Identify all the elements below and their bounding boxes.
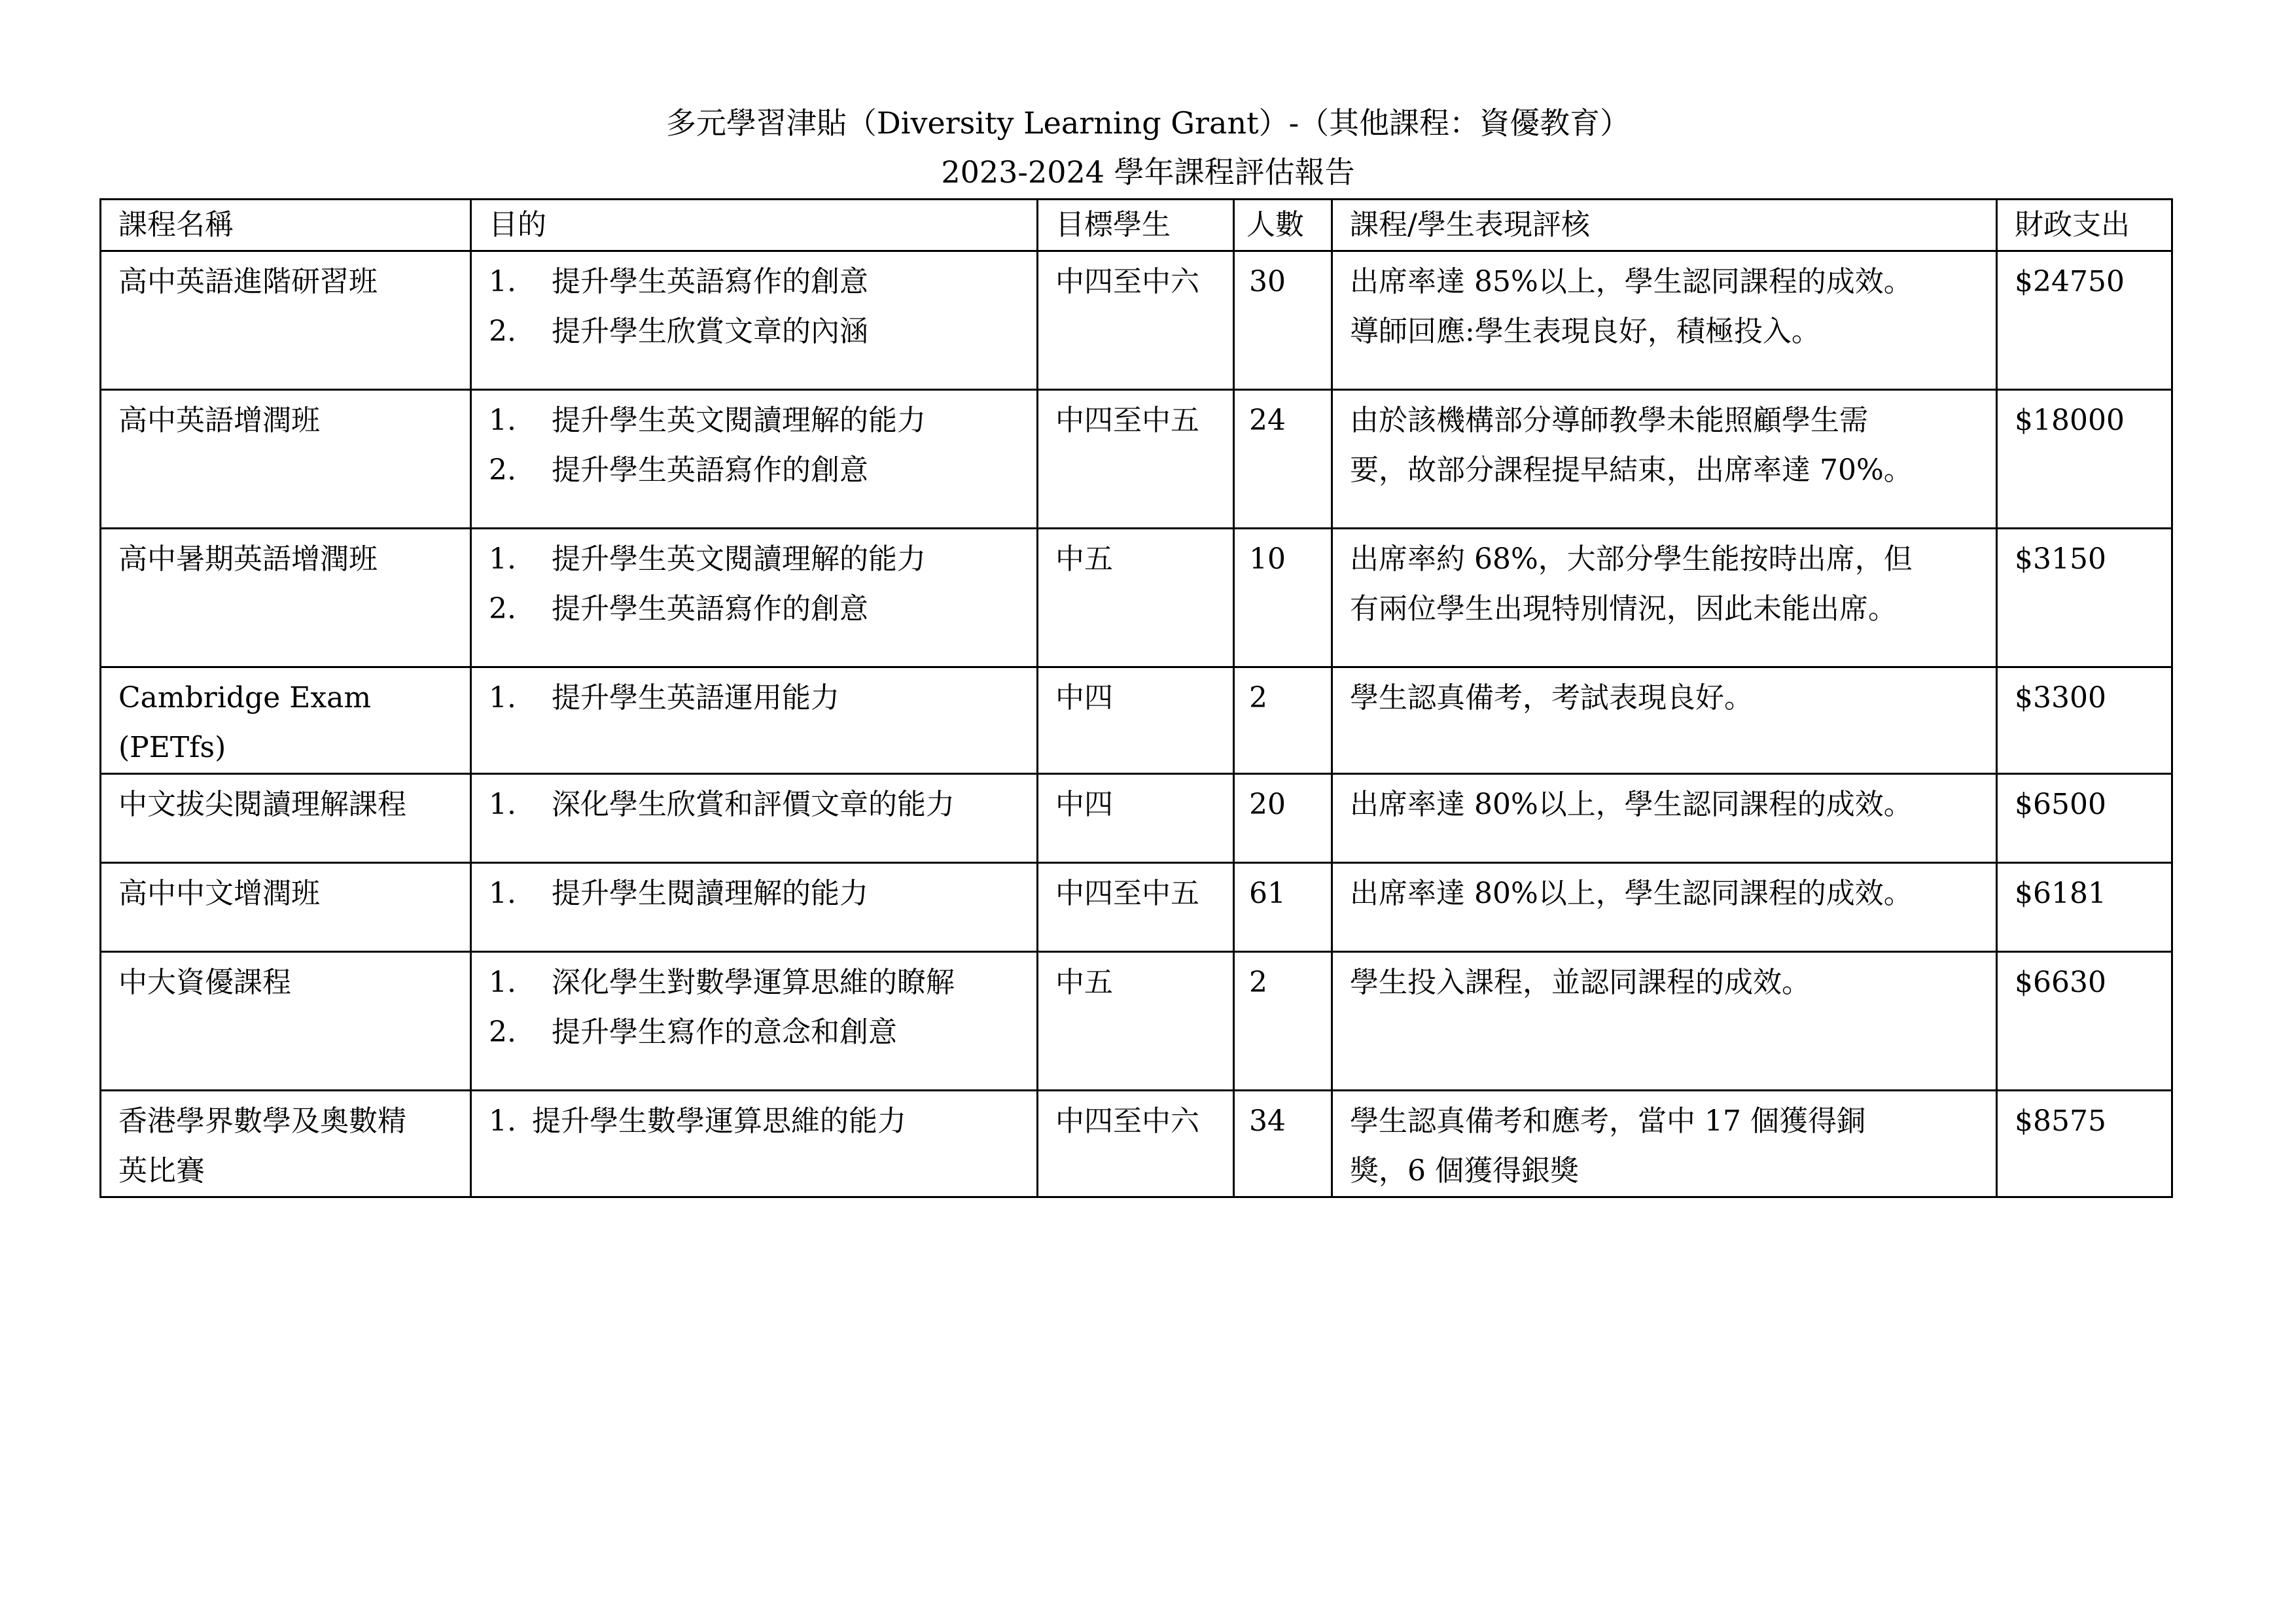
table-row: [101, 863, 2172, 952]
target-students: 中四至中五: [1038, 390, 1234, 529]
student-count: 61: [1234, 863, 1332, 952]
course-objectives: [471, 529, 1038, 667]
course-objectives: [471, 251, 1038, 390]
table-header-row: [101, 200, 2172, 251]
target-students: 中四至中六: [1038, 251, 1234, 390]
course-name: 高中中文增潤班: [101, 863, 471, 952]
course-name: 高中英語進階研習班: [101, 251, 471, 390]
target-students: 中四: [1038, 774, 1234, 863]
objective-item: 1. 提升學生英語運用能力: [489, 681, 839, 714]
course-objectives: [471, 952, 1038, 1091]
course-objectives: [471, 774, 1038, 863]
table-row: [101, 251, 2172, 390]
assessment: 出席率達 80%以上，學生認同課程的成效。: [1332, 774, 1997, 863]
target-students: 中四: [1038, 667, 1234, 774]
table-row: [101, 529, 2172, 667]
objective-item: 1. 深化學生欣賞和評價文章的能力: [489, 788, 955, 821]
course-name: 香港學界數學及奧數精 英比賽: [101, 1091, 471, 1197]
assessment: 學生認真備考，考試表現良好。: [1332, 667, 1997, 774]
objective-item: 1. 提升學生英語寫作的創意: [489, 265, 868, 298]
course-name: 中大資優課程: [101, 952, 471, 1091]
header-course: 課程名稱: [101, 200, 471, 251]
expense: $6181: [1997, 863, 2172, 952]
course-objectives: [471, 390, 1038, 529]
expense: $6500: [1997, 774, 2172, 863]
header-expense: 財政支出: [1997, 200, 2172, 251]
student-count: 10: [1234, 529, 1332, 667]
header-count: 人數: [1234, 200, 1332, 251]
objective-item: 1. 提升學生英文閱讀理解的能力: [489, 542, 926, 576]
expense: $24750: [1997, 251, 2172, 390]
assessment: 學生投入課程，並認同課程的成效。: [1332, 952, 1997, 1091]
assessment: 出席率達 85%以上，學生認同課程的成效。 導師回應:學生表現良好，積極投入。: [1332, 251, 1997, 390]
header-assessment: 課程/學生表現評核: [1332, 200, 1997, 251]
target-students: 中五: [1038, 952, 1234, 1091]
target-students: 中四至中六: [1038, 1091, 1234, 1197]
objective-item: 1. 提升學生英文閱讀理解的能力: [489, 404, 926, 437]
course-name: Cambridge Exam (PETfs): [101, 667, 471, 774]
expense: $8575: [1997, 1091, 2172, 1197]
course-objectives: [471, 1091, 1038, 1197]
course-objectives: [471, 667, 1038, 774]
course-name: 中文拔尖閱讀理解課程: [101, 774, 471, 863]
expense: $3150: [1997, 529, 2172, 667]
assessment: 出席率約 68%，大部分學生能按時出席，但 有兩位學生出現特別情況，因此未能出席。: [1332, 529, 1997, 667]
header-objective: 目的: [471, 200, 1038, 251]
student-count: 34: [1234, 1091, 1332, 1197]
student-count: 2: [1234, 952, 1332, 1091]
table-row: [101, 774, 2172, 863]
student-count: 2: [1234, 667, 1332, 774]
objective-item: 1. 提升學生閱讀理解的能力: [489, 877, 868, 910]
student-count: 24: [1234, 390, 1332, 529]
course-objectives: [471, 863, 1038, 952]
course-name: 高中英語增潤班: [101, 390, 471, 529]
objective-item: 2. 提升學生寫作的意念和創意: [489, 1015, 897, 1049]
target-students: 中四至中五: [1038, 863, 1234, 952]
assessment: 由於該機構部分導師教學未能照顧學生需 要，故部分課程提早結束，出席率達 70%。: [1332, 390, 1997, 529]
table-row: [101, 1091, 2172, 1197]
assessment: 學生認真備考和應考，當中 17 個獲得銅 獎，6 個獲得銀獎: [1332, 1091, 1997, 1197]
document-subtitle: 2023-2024 學年課程評估報告: [941, 154, 1355, 190]
table-row: [101, 952, 2172, 1091]
header-target: 目標學生: [1038, 200, 1234, 251]
objective-item: 1. 提升學生數學運算思維的能力: [489, 1104, 906, 1138]
expense: $3300: [1997, 667, 2172, 774]
target-students: 中五: [1038, 529, 1234, 667]
objective-item: 2. 提升學生英語寫作的創意: [489, 592, 868, 626]
objective-item: 1. 深化學生對數學運算思維的瞭解: [489, 966, 955, 999]
expense: $18000: [1997, 390, 2172, 529]
expense: $6630: [1997, 952, 2172, 1091]
evaluation-table: [99, 198, 2173, 1198]
student-count: 30: [1234, 251, 1332, 390]
table-row: [101, 390, 2172, 529]
course-name: 高中暑期英語增潤班: [101, 529, 471, 667]
document-title: 多元學習津貼（Diversity Learning Grant）-（其他課程：資優教育）: [665, 105, 1631, 141]
student-count: 20: [1234, 774, 1332, 863]
assessment: 出席率達 80%以上，學生認同課程的成效。: [1332, 863, 1997, 952]
objective-item: 2. 提升學生欣賞文章的內涵: [489, 315, 868, 348]
table-row: [101, 667, 2172, 774]
objective-item: 2. 提升學生英語寫作的創意: [489, 453, 868, 487]
